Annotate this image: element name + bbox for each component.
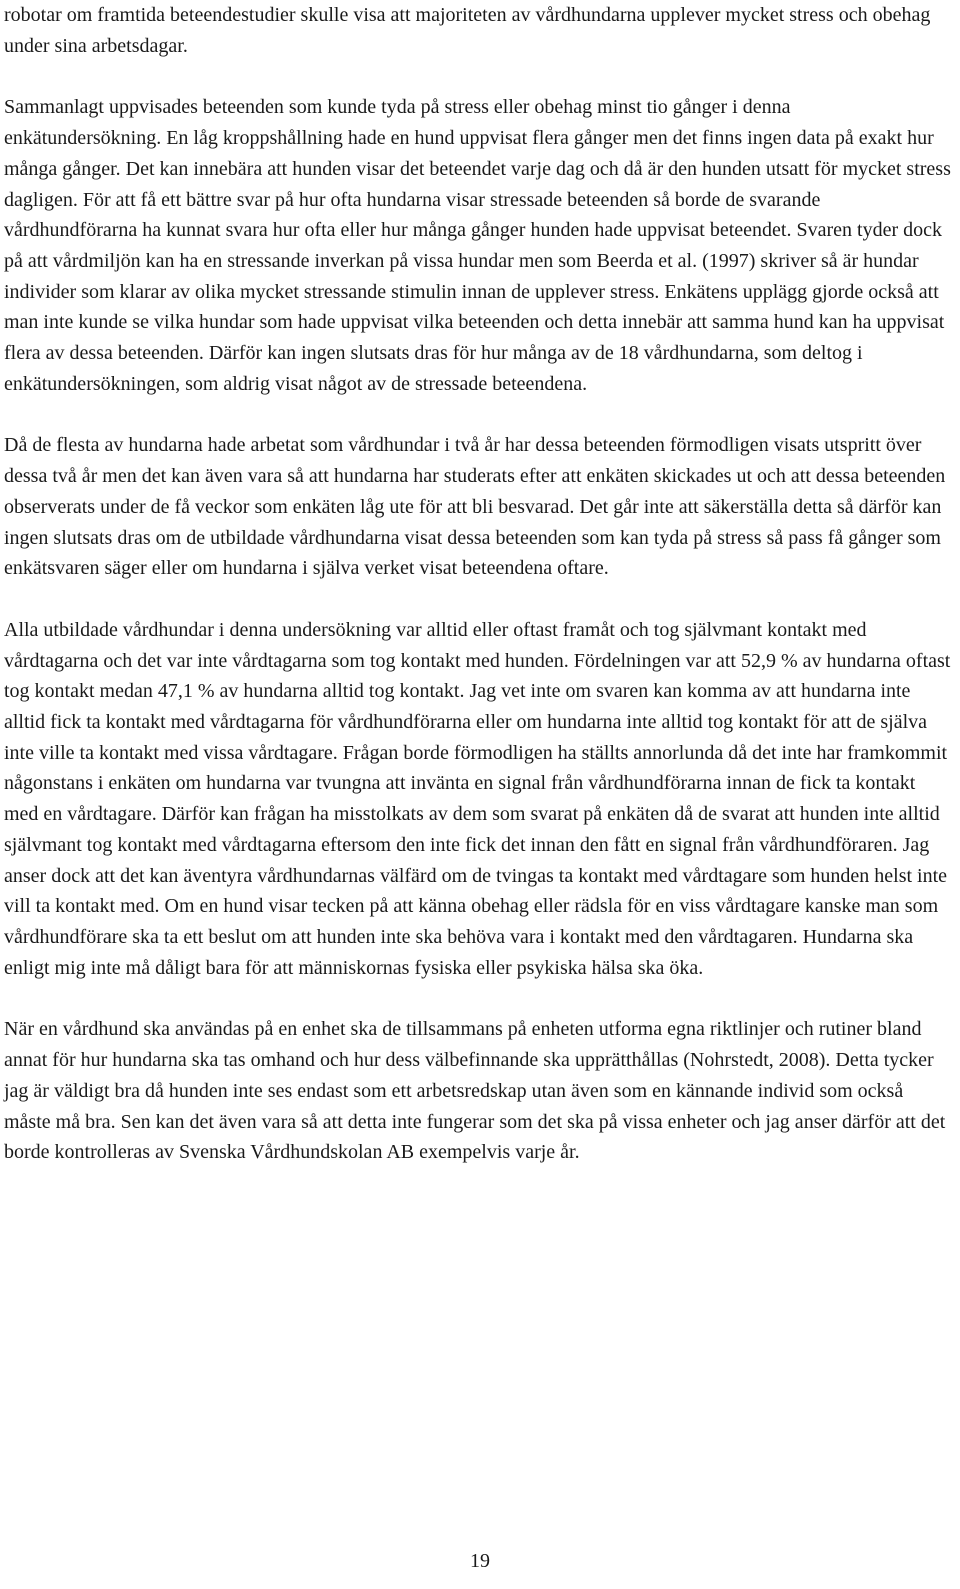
paragraph: robotar om framtida beteendestudier skulle visa att majoriteten av vårdhundarna upplever mycket stress och obehag under sina arbetsdagar.: [4, 4, 931, 57]
paragraph: Då de flesta av hundarna hade arbetat som vårdhundar i två år har dessa beteenden förmodligen visats utspritt över dessa två år men det kan även vara så att hundarna har studerats efter att enkäten skickades ut och att dessa beteenden observerats under de få veckor som enkäten låg ute för att bli besvarad. Det går inte att säkerställa detta så därför kan ingen slutsats dras om de utbildade vårdhundarna visat dessa beteenden som kan tyda på stress så pass få gånger som enkätsvaren säger eller om hundarna i själva verket visat beteendena oftare.: [4, 434, 946, 580]
page-number: 19: [470, 1550, 490, 1572]
paragraph: Sammanlagt uppvisades beteenden som kunde tyda på stress eller obehag minst tio gånger i denna enkätundersökning. En låg kroppshållning hade en hund uppvisat flera gånger men det finns ingen data på exakt hur många gånger. Det kan innebära att hunden visar det beteendet varje dag och då är den hunden utsatt för mycket stress dagligen. För att få ett bättre svar på hur ofta hundarna visar stressade beteenden så borde de svarande vårdhundförarna ha kunnat svara hur ofta eller hur många gånger hunden hade uppvisat beteendet. Svaren tyder dock på att vårdmiljön kan ha en stressande inverkan på vissa hundar men som Beerda et al. (1997) skriver så är hundar individer som klarar av olika mycket stressande stimulin innan de upplever stress. Enkätens upplägg gjorde också att man inte kunde se vilka hundar som hade uppvisat vilka beteenden och detta innebär att samma hund kan ha uppvisat flera av dessa beteenden. Därför kan ingen slutsats dras för hur många av de 18 vårdhundarna, som deltog i enkätundersökningen, som aldrig visat något av de stressade beteendena.: [4, 96, 951, 395]
paragraph: Alla utbildade vårdhundar i denna undersökning var alltid eller oftast framåt och tog självmant kontakt med vårdtagarna och det var inte vårdtagarna som tog kontakt med hunden. Fördelningen var att 52,9 % av hundarna oftast tog kontakt medan 47,1 % av hundarna alltid tog kontakt. Jag vet inte om svaren kan komma av att hundarna inte alltid fick ta kontakt med vårdtagarna för vårdhundförarna eller om hundarna inte alltid tog kontakt för att de själva inte ville ta kontakt med vissa vårdtagare. Frågan borde förmodligen ha ställts annorlunda då det inte har framkommit någonstans i enkäten om hundarna var tvungna att invänta en signal från vårdhundförarna innan de fick ta kontakt med en vårdtagare. Därför kan frågan ha misstolkats av dem som svarat på enkäten då de svarat att hunden inte alltid självmant tog kontakt med vårdtagarna eftersom den inte fick det innan den fått en signal från vårdhundföraren. Jag anser dock att det kan äventyra vårdhundarnas välfärd om de tvingas ta kontakt med vårdtagare som hunden helst inte vill ta kontakt med. Om en hund visar tecken på att känna obehag eller rädsla för en viss vårdtagare kanske man som vårdhundförare ska ta ett beslut om att hunden inte ska behöva vara i kontakt med den vårdtagaren. Hundarna ska enligt mig inte må dåligt bara för att människornas fysiska eller psykiska hälsa ska öka.: [4, 618, 951, 979]
body-text: [4, 0, 952, 1199]
paragraph: När en vårdhund ska användas på en enhet ska de tillsammans på enheten utforma egna riktlinjer och rutiner bland annat för hur hundarna ska tas omhand och hur dess välbefinnande ska upprätthållas (Nohrstedt, 2008). Detta tycker jag är väldigt bra då hunden inte ses endast som ett arbetsredskap utan även som en kännande individ som också måste må bra. Sen kan det även vara så att detta inte fungerar som det ska på vissa enheter och jag anser därför att det borde kontrolleras av Svenska Vårdhundskolan AB exempelvis varje år.: [4, 1018, 946, 1164]
